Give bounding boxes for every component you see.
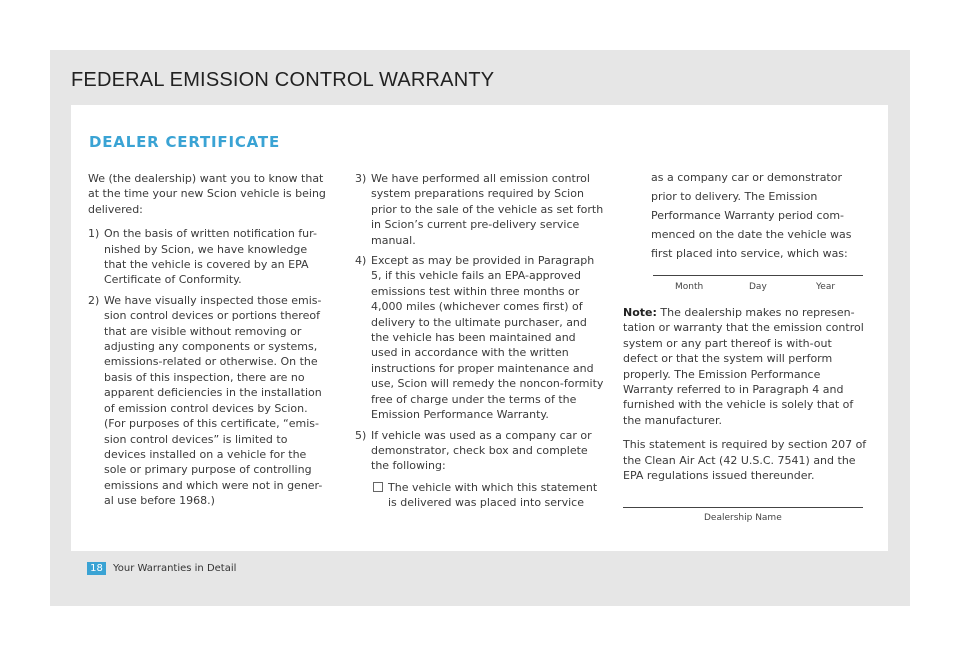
intro-paragraph: We (the dealership) want you to know that at the time your new Scion vehicle is being delivered: <box>88 172 326 216</box>
item-text: On the basis of written notification fur-nished by Scion, we have knowledge that the vehicle is covered by an EPA Certificate of Conformity. <box>104 227 317 287</box>
list-item <box>355 428 605 474</box>
item-text: If vehicle was used as a company car or demonstrator, check box and complete the following: <box>371 428 592 473</box>
company-car-checkbox[interactable] <box>373 482 383 492</box>
item-text: Except as may be provided in Paragraph 5, if this vehicle fails an EPA-approved emissions test within three months or 4,000 miles (whichever comes first) of delivery to the ultimate purchaser, and the vehicle has been maintained and used in accordance with the written instructions for proper maintenance and use, Scion will remedy the noncon-formity free of charge under the terms of the Emission Performance Warranty. <box>371 254 604 422</box>
section-title: DEALER CERTIFICATE <box>89 133 280 151</box>
dealership-name-line[interactable] <box>623 507 863 508</box>
item-number: 5) <box>355 428 367 442</box>
company-car-checkbox-row <box>371 480 605 511</box>
date-month-label: Month <box>675 282 704 292</box>
checkbox-label: The vehicle with which this statement is delivered was placed into service <box>388 480 598 510</box>
item-number: 4) <box>355 254 367 268</box>
date-line[interactable] <box>653 275 863 276</box>
column-left <box>88 171 328 509</box>
statement-paragraph: This statement is required by section 207 of the Clean Air Act (42 U.S.C. 7541) and the EPA regulations issued thereunder. <box>623 438 867 483</box>
list-item <box>355 253 605 422</box>
list-item <box>355 171 605 248</box>
list-item <box>88 226 328 288</box>
page-number: 18 <box>87 562 106 575</box>
note-label: Note: <box>623 306 657 319</box>
note-block <box>623 305 868 483</box>
dealership-name-label: Dealership Name <box>704 513 782 523</box>
page-title: FEDERAL EMISSION CONTROL WARRANTY <box>71 69 495 91</box>
item-number: 2) <box>88 293 100 307</box>
date-day-label: Day <box>749 282 767 292</box>
date-year-label: Year <box>816 282 836 292</box>
item-text: We have performed all emission control system preparations required by Scion prior to the sale of the vehicle as set forth in Scion’s current pre-delivery service manual. <box>371 172 604 247</box>
item-number: 3) <box>355 172 367 185</box>
item-number: 1) <box>88 227 100 241</box>
footer-text: Your Warranties in Detail <box>113 563 237 574</box>
column-right <box>623 171 868 263</box>
list-item <box>88 293 328 509</box>
note-text: The dealership makes no represen-tation or warranty that the emission control system or any part thereof is with-out defect or that the system will perform properly. The Emission Performance Warranty referred to in Paragraph 4 and furnished with the vehicle is solely that of the manufacturer. <box>623 306 864 427</box>
item-text: We have visually inspected those emis-sion control devices or portions thereof that are visible without removing or adjusting any components or systems, emissions-related or otherwise. On the basis of this inspection, there are no apparent deficiencies in the installation of emission control devices by Scion. (For purposes of this certificate, “emis-sion control devices” is limited to devices installed on a vehicle for the sole or primary purpose of controlling emissions and which were not in gener-al use before 1968.) <box>104 293 323 508</box>
note-paragraph <box>623 305 868 428</box>
column-middle <box>355 171 605 511</box>
continuation-paragraph: as a company car or demonstrator prior to delivery. The Emission Performance Warranty period com-menced on the date the vehicle was first placed into service, which was: <box>651 171 852 260</box>
